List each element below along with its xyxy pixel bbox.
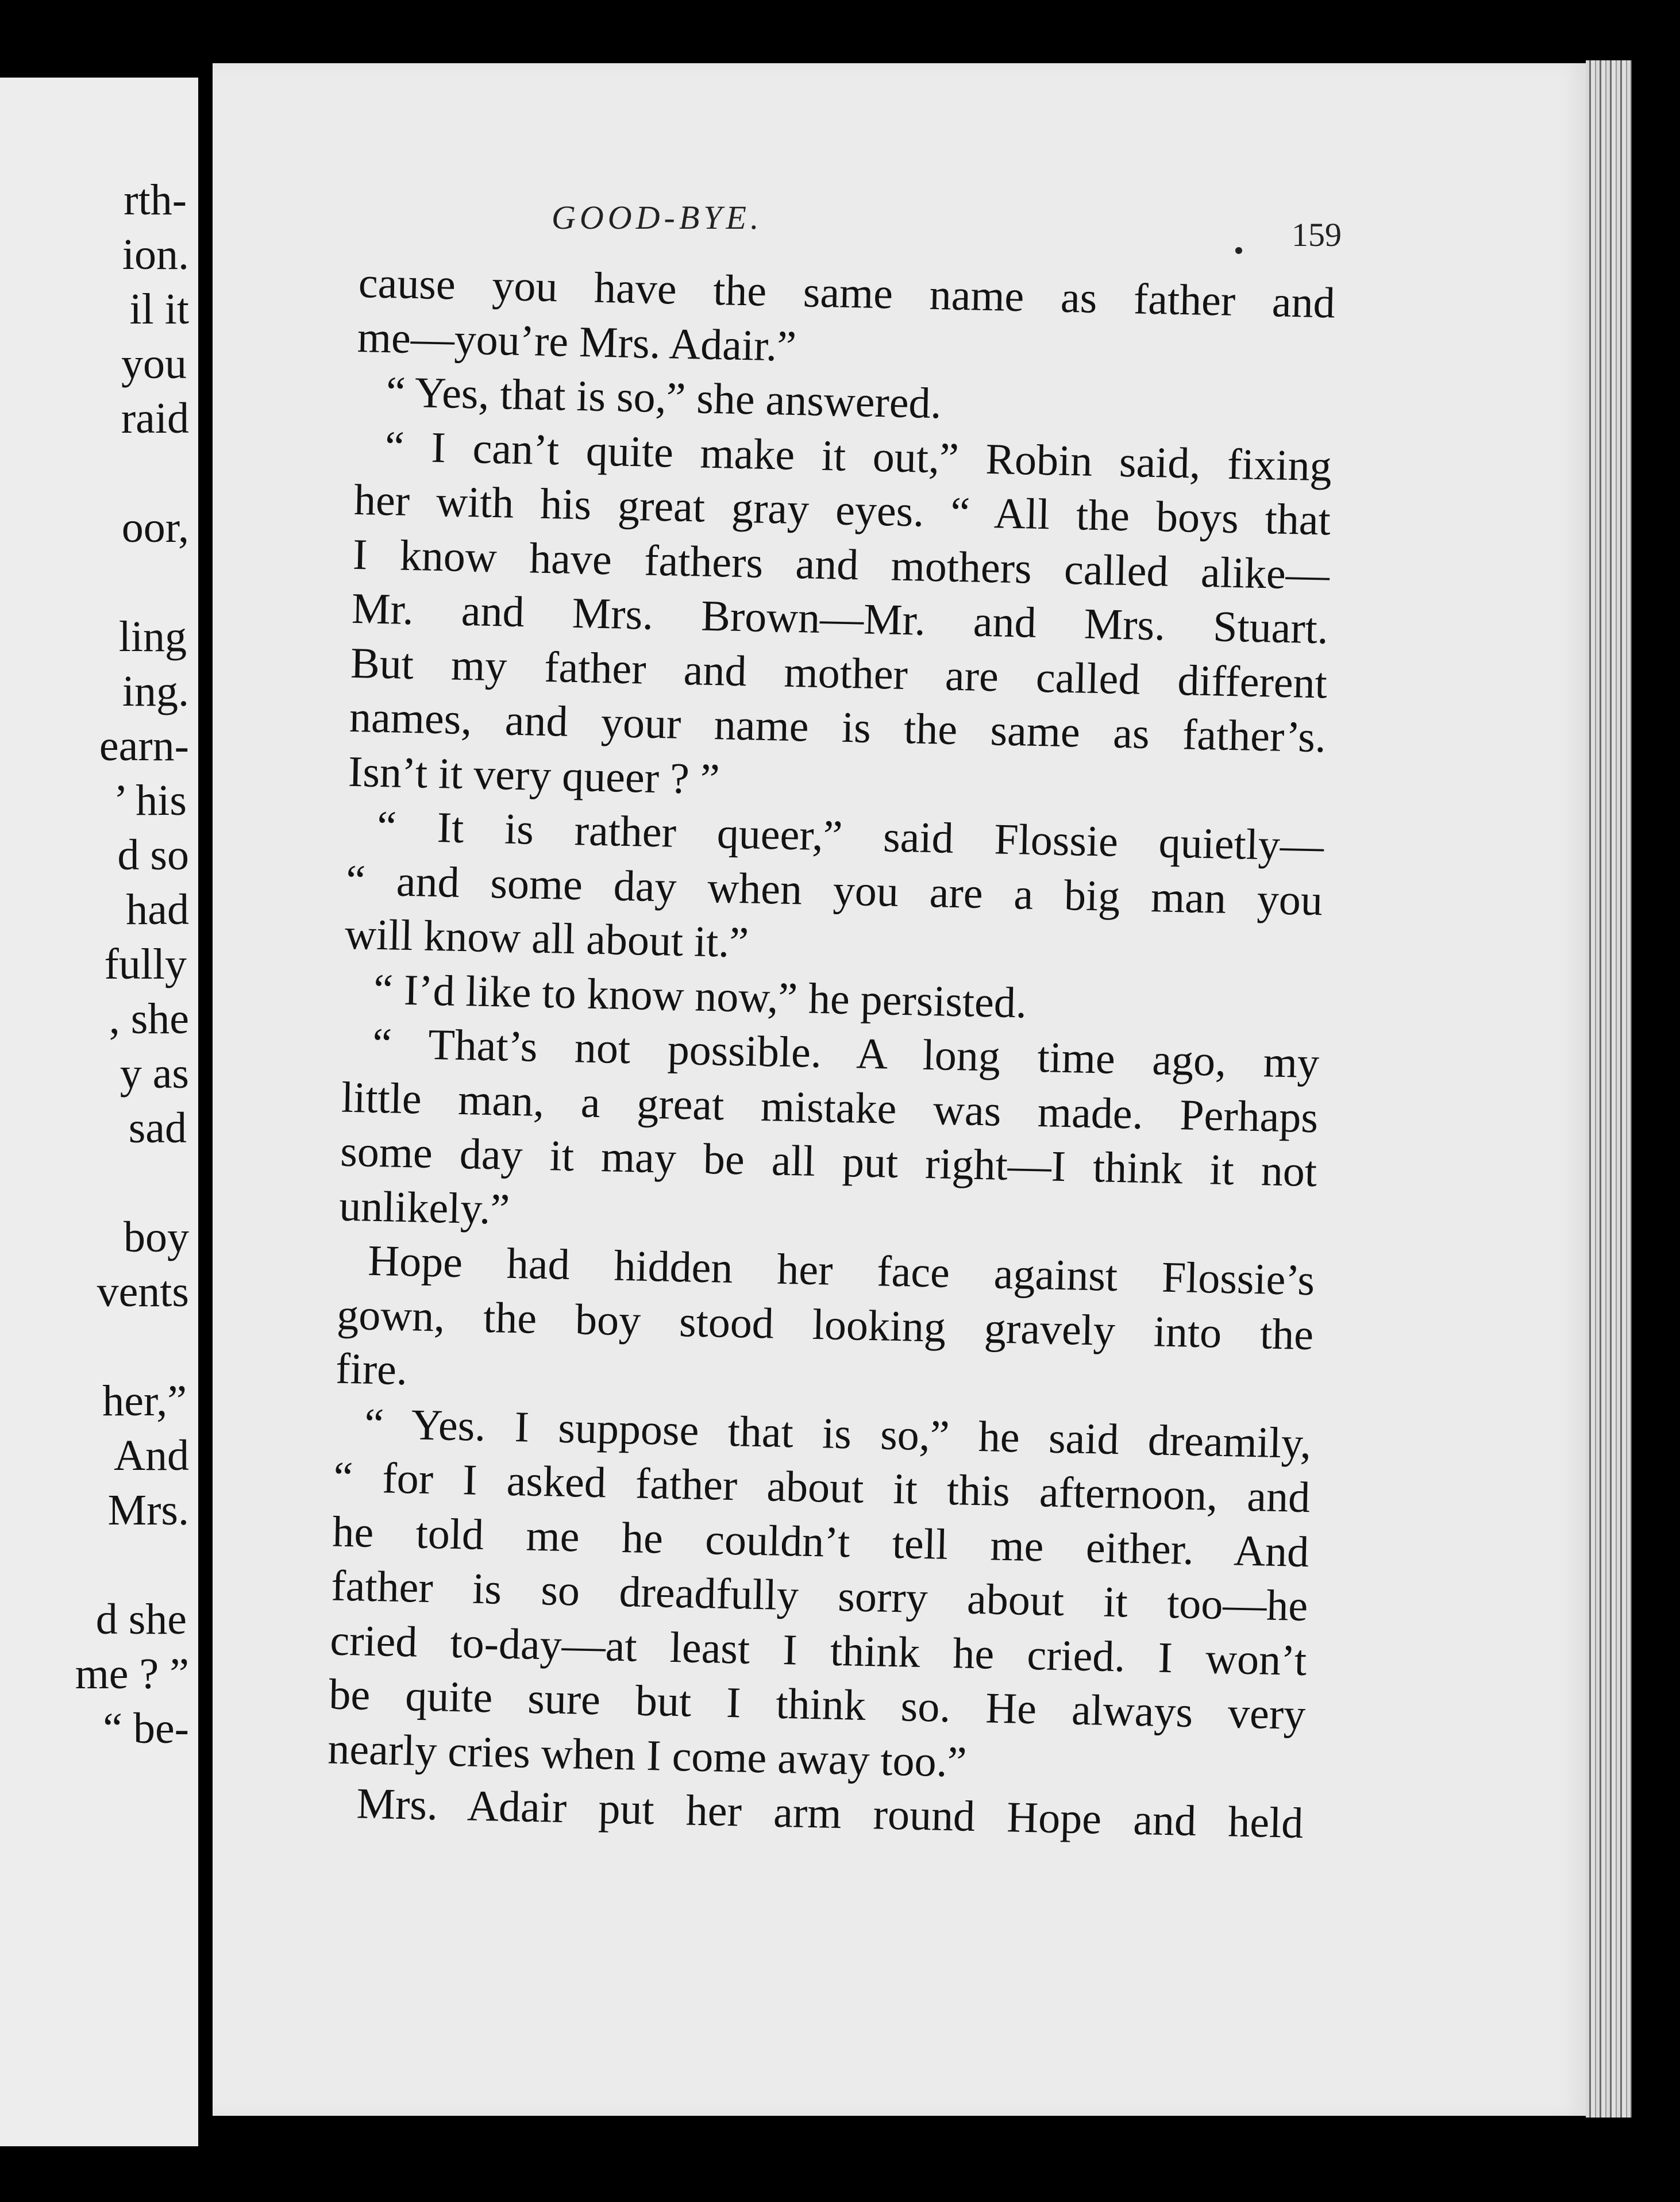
text-line: But my father and mother are called different (350, 638, 1328, 707)
left-page-line: And (114, 1431, 189, 1480)
page-edges (1586, 60, 1632, 2118)
text-line: he told me he couldn’t tell me either. And (332, 1507, 1310, 1576)
left-page-line: her,” (102, 1377, 187, 1425)
left-page-line: il it (129, 285, 189, 333)
text-line: cried to-day—at least I think he cried. I won’t (329, 1615, 1308, 1685)
text-line: names, and your name is the same as father’s. (349, 692, 1327, 762)
left-page-line: boy (124, 1213, 189, 1261)
text-line: me—you’re Mrs. Adair.” (357, 313, 797, 371)
text-line: “ and some day when you are a big man you (345, 856, 1323, 925)
text-line: Mrs. Adair put her arm round Hope and held (356, 1779, 1304, 1848)
book-gutter (198, 0, 213, 2202)
text-line: “ for I asked father about it this afternoon, and (333, 1453, 1311, 1522)
left-page-line: earn- (99, 722, 189, 770)
text-line: father is so dreadfully sorry about it too—he (330, 1561, 1309, 1631)
left-page-line: ling (118, 613, 187, 661)
left-page-line: had (126, 886, 189, 934)
text-line: Mr. and Mrs. Brown—Mr. and Mrs. Stuart. (351, 584, 1329, 653)
left-page-line: you (121, 340, 187, 388)
text-line: fire. (335, 1344, 408, 1395)
left-page-line: raid (121, 394, 189, 442)
left-page-line: sad (128, 1104, 187, 1152)
left-page-line: y as (120, 1049, 189, 1098)
facing-page-left (0, 78, 198, 2146)
text-line: “ It is rather queer,” said Flossie quietly— (376, 802, 1324, 871)
text-line: be quite sure but I think so. He always very (328, 1670, 1307, 1739)
left-page-line: Mrs. (107, 1486, 189, 1534)
left-page-line: oor, (121, 503, 189, 552)
text-line: “ I’d like to know now,” he persisted. (373, 965, 1027, 1027)
left-page-line: me ? ” (75, 1650, 189, 1698)
text-line: “ I can’t quite make it out,” Robin said, fixing (384, 422, 1332, 491)
left-page-line: rth- (124, 176, 187, 224)
left-page-line: vents (97, 1268, 189, 1316)
running-head: GOOD-BYE. (552, 199, 763, 236)
text-line: little man, a great mistake was made. Perhaps (341, 1073, 1319, 1142)
text-line: will know all about it.” (344, 910, 749, 967)
page-number: 159 (1292, 216, 1342, 253)
text-line: gown, the boy stood looking gravely into the (336, 1290, 1314, 1359)
left-page-line: d she (95, 1595, 187, 1643)
text-line: nearly cries when I come away too.” (327, 1724, 968, 1787)
left-page-line: “ be- (103, 1704, 189, 1753)
body-text (326, 256, 1336, 1851)
text-line: I know have fathers and mothers called alike— (352, 530, 1330, 599)
text-line: cause you have the same name as father and (358, 258, 1336, 328)
text-line: Hope had hidden her face against Flossie’s (367, 1236, 1315, 1305)
text-line: “ Yes. I suppose that is so,” he said dreamily, (364, 1399, 1312, 1468)
text-line: “ That’s not possible. A long time ago, my (372, 1019, 1320, 1088)
text-line: her with his great gray eyes. “ All the boys that (353, 475, 1331, 545)
left-page-line: ing. (122, 667, 189, 715)
text-line: unlikely.” (338, 1181, 511, 1234)
left-page-line: , she (109, 995, 189, 1043)
text-line: some day it may be all put right—I think it not (340, 1127, 1317, 1196)
left-page-line: ’ his (113, 776, 187, 825)
printing-dot (1235, 247, 1242, 254)
left-page-line: d so (117, 831, 189, 879)
left-page-line: ion. (122, 230, 189, 279)
text-line: Isn’t it very queer ? ” (348, 747, 720, 803)
left-page-line: fully (104, 940, 187, 988)
text-line: “ Yes, that is so,” she answered. (386, 368, 942, 428)
